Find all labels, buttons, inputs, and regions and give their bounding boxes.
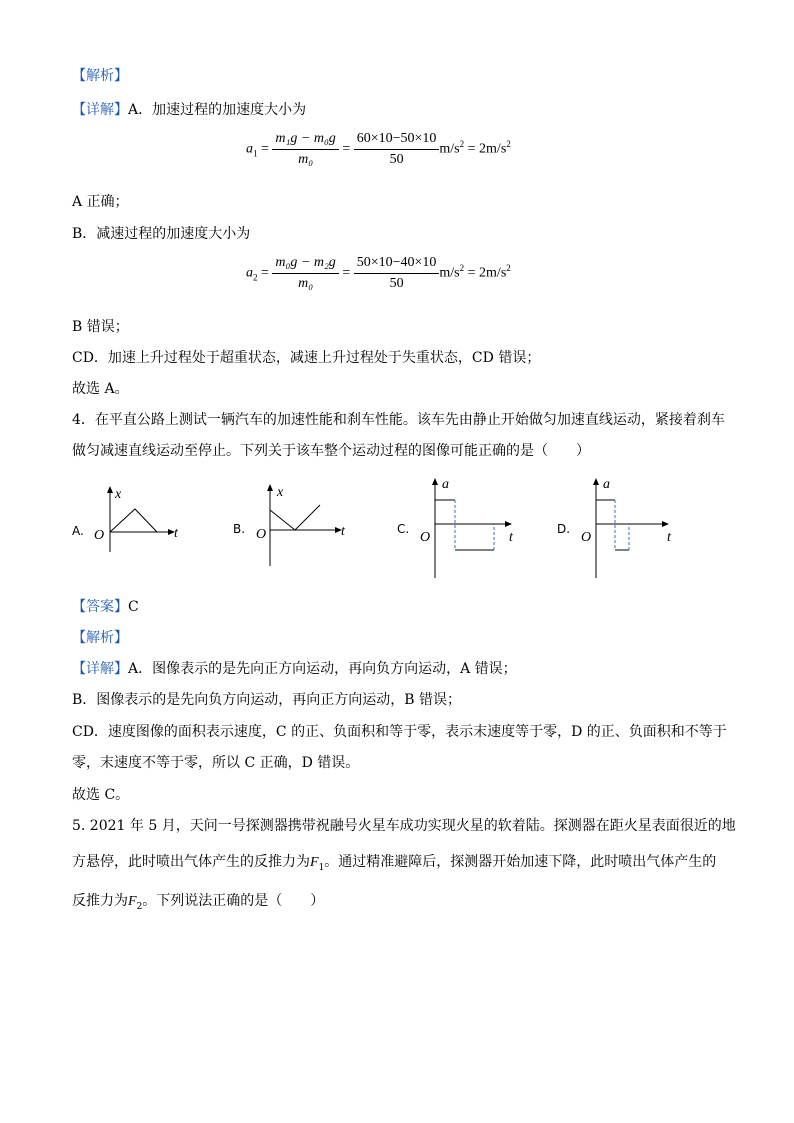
line-cd2a: CD．速度图像的面积表示速度，C 的正、负面积和等于零，表示末速度等于零，D 的正、负面积和不等于 [72, 724, 727, 740]
y-axis-arrow [107, 486, 113, 493]
origin-label: O [420, 530, 431, 545]
line-cd: CD．加速上升过程处于超重状态，减速上升过程处于失重状态，CD 错误； [72, 350, 541, 366]
x-axis-arrow [662, 521, 669, 527]
y-axis-label: a [603, 477, 610, 492]
q5-line-1: 5. 2021 年 5 月，天问一号探测器携带祝融号火星车成功实现火星的软着陆。探测器在距火星表面很近的地 [72, 818, 736, 834]
choose-1: 故选 A。 [72, 381, 129, 397]
line-b-intro: B．减速过程的加速度大小为 [72, 226, 251, 242]
detail-line-1: 【详解】A．加速过程的加速度大小为 [72, 102, 307, 118]
x-axis-label: t [174, 526, 178, 541]
x-t-curve [270, 505, 320, 530]
y-axis-arrow [267, 484, 273, 491]
option-a-graph [90, 482, 190, 562]
q5-line-2: 方悬停，此时喷出气体产生的反推力为$F_1$。通过精准避障后，探测器开始加速下降，此时喷出气体产生的 [72, 854, 717, 873]
analysis-header-2: 【解析】 [72, 630, 128, 646]
formula-accel-1: $a_1$ = $\frac{\text{m₁g − m₀g}}{\text{m₀}}$ = $\frac{60\times 10-50\times 10}{50}$ $m/s^2 = 2m/s^2$ [246, 131, 511, 167]
line-b-wrong: B 错误； [72, 319, 129, 335]
option-b-label: B. [233, 522, 246, 536]
line-a-correct: A 正确； [72, 194, 129, 210]
y-axis-label: x [277, 485, 284, 500]
line-cd2b: 零，末速度不等于零，所以 C 正确，D 错误。 [72, 755, 360, 771]
x-t-curve [110, 509, 157, 532]
choose-2: 故选 C。 [72, 787, 130, 803]
q5-line-3: 反推力为$F_2$。下列说法正确的是（ ） [72, 893, 325, 912]
analysis-header-1: 【解析】 [72, 68, 128, 84]
y-axis-arrow [593, 478, 599, 485]
x-axis-label: t [667, 530, 671, 545]
x-axis-label: t [341, 524, 345, 539]
line-b2: B．图像表示的是先向负方向运动，再向正方向运动，B 错误； [72, 692, 462, 708]
y-axis-label: a [442, 477, 449, 492]
origin-label: O [581, 530, 592, 545]
option-d-graph [576, 474, 686, 582]
option-c-label: C. [397, 522, 410, 536]
detail-line-2: 【详解】A．图像表示的是先向正方向运动，再向负方向运动，A 错误； [72, 661, 517, 677]
formula-accel-2: $a_2$ = $\frac{\text{m₀g − m₂g}}{\text{m₀}}$ = $\frac{50\times 10-40\times 10}{50}$ $m/s^2 = 2m/s^2$ [246, 255, 511, 291]
option-d-label: D. [557, 522, 571, 536]
q4-line-2: 做匀减速直线运动至停止。下列关于该车整个运动过程的图像可能正确的是（ ） [72, 443, 590, 459]
origin-label: O [256, 527, 267, 542]
x-axis-label: t [509, 530, 513, 545]
option-a-label: A. [72, 524, 84, 538]
y-axis-arrow [432, 478, 438, 485]
q4-line-1: 4．在平直公路上测试一辆汽车的加速性能和刹车性能。该车先由静止开始做匀加速直线运动，紧接着刹车 [72, 412, 725, 428]
origin-label: O [94, 528, 105, 543]
answer-line: 【答案】C [72, 599, 139, 615]
x-axis-arrow [505, 521, 512, 527]
option-c-graph [415, 474, 525, 582]
y-axis-label: x [115, 487, 122, 502]
option-b-graph [252, 480, 352, 570]
